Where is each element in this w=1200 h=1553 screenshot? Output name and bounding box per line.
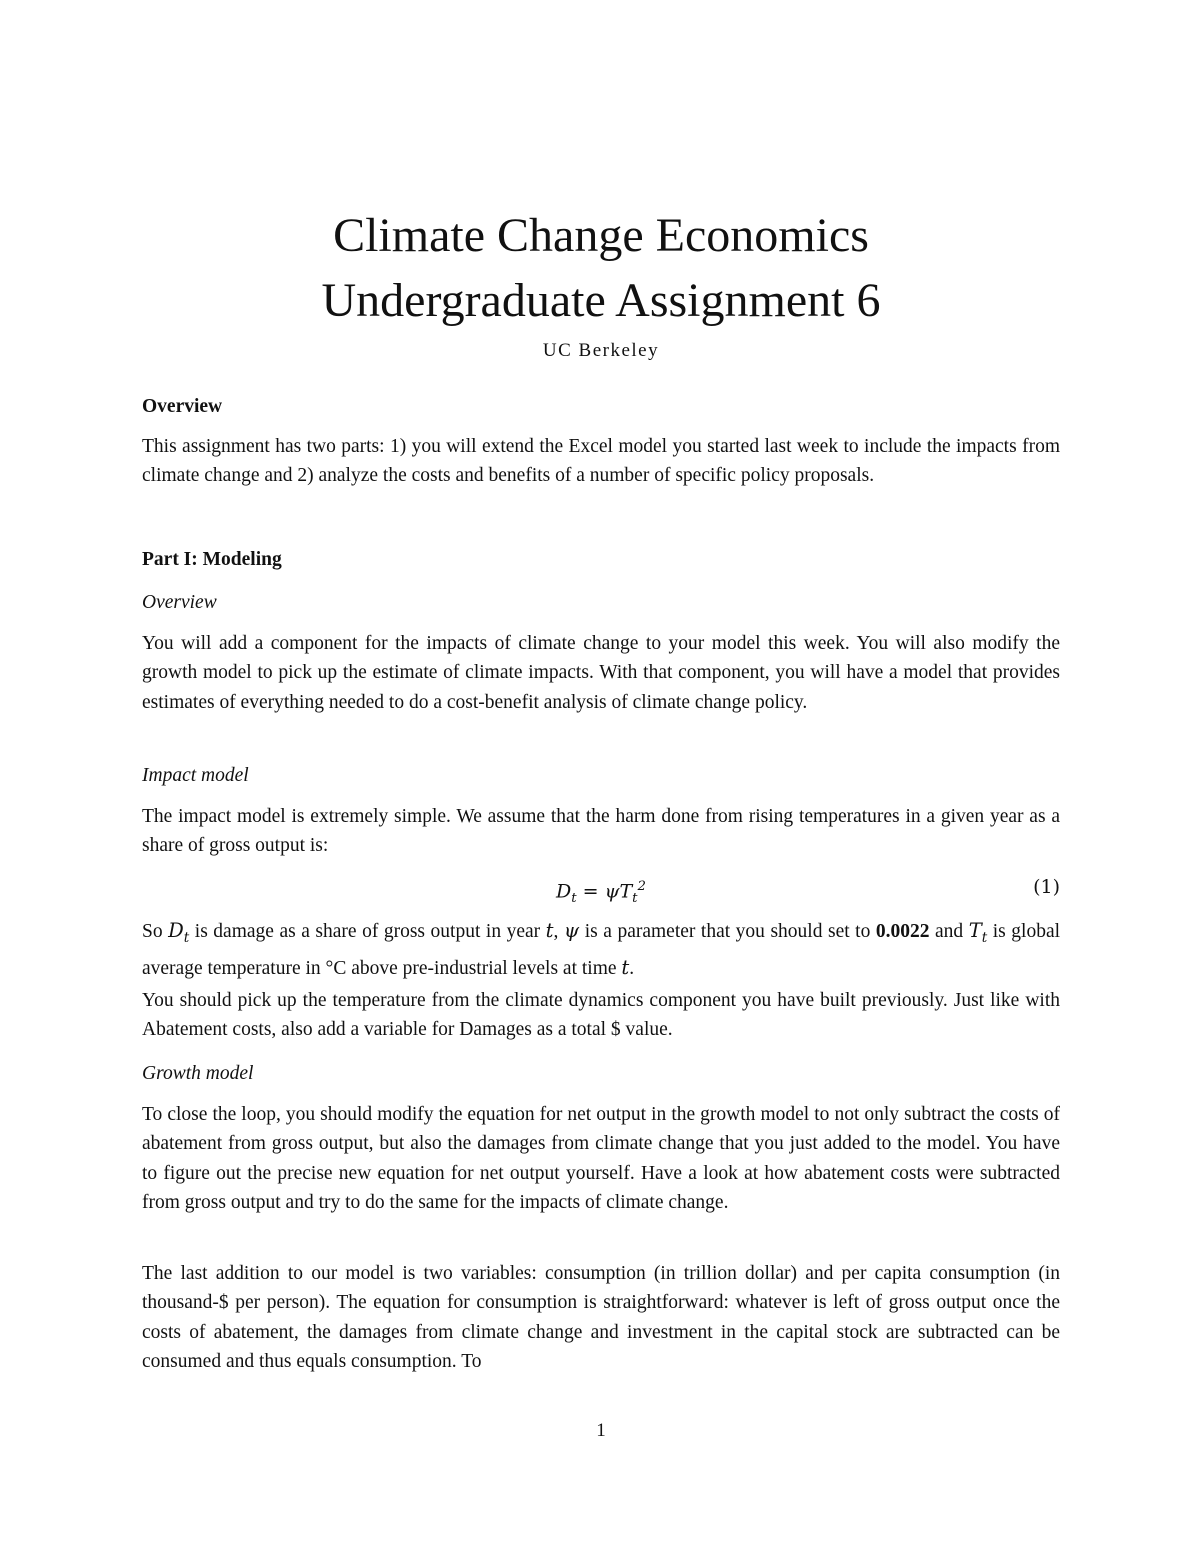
part1-overview-heading: Overview	[142, 592, 217, 613]
equation-number: (1)	[1033, 876, 1060, 898]
var-temperature-sub: t	[981, 929, 988, 946]
growth-model-paragraph: To close the loop, you should modify the equation for net output in the growth model to not only subtract the costs of abatement from gross output, but also the damages from climate change that you just added to the model. You have to figure out the precise new equation for net output yourself. Have a look at how abatement costs were subtracted from gross output and try to do the same for the impacts of climate change.	[142, 1104, 1060, 1213]
consumption-paragraph: The last addition to our model is two variables: consumption (in trillion dollar) and per capita consumption (in thousand-$ per person). The equation for consumption is straightforward: whatever is left of gross output once the costs of abatement, the damages from climate change and investment in the capital stock are subtracted can be consumed and thus equals consumption. To	[142, 1263, 1060, 1372]
eq-rhs-sup: 2	[637, 879, 646, 894]
var-t2: t	[621, 956, 630, 980]
growth-model-heading: Growth model	[142, 1063, 254, 1084]
institution-subtitle: UC Berkeley	[542, 340, 660, 361]
eq-rhs: = ψT	[576, 880, 633, 903]
var-d-sub: t	[183, 929, 190, 946]
so-text-5: is global average temperature in °C above pre-industrial levels at time	[142, 921, 1061, 980]
pickup-paragraph: You should pick up the temperature from the climate dynamics component you have built previously. Just like with Abatement costs, also add a variable for Damages as a total $ value.	[142, 990, 1060, 1041]
page-number: 1	[596, 1420, 606, 1441]
psi-value: 0.0022	[875, 921, 930, 942]
damage-equation	[142, 870, 1060, 904]
var-temperature: T	[968, 919, 982, 942]
var-t: t	[545, 919, 554, 942]
var-psi: ψ	[563, 919, 580, 942]
impact-model-heading: Impact model	[142, 765, 249, 786]
eq-lhs-var: D	[556, 880, 572, 903]
overview-heading: Overview	[142, 396, 223, 417]
var-d: D	[168, 919, 184, 942]
so-text-3: is a parameter that you should set to	[579, 921, 876, 942]
impact-model-paragraph: The impact model is extremely simple. We assume that the harm done from rising temperatures in a given year as a share of gross output is:	[142, 806, 1060, 857]
eq-rhs-sub: t	[632, 890, 638, 906]
so-text-1: So	[142, 921, 169, 942]
damage-definition-paragraph	[142, 916, 1060, 983]
document-title-line2: Undergraduate Assignment 6	[321, 274, 881, 327]
damage-equation-body	[142, 870, 1060, 916]
so-comma: ,	[553, 921, 564, 942]
eq-lhs-sub: t	[571, 890, 577, 906]
document-page	[142, 0, 1060, 1553]
document-title-line1: Climate Change Economics	[333, 209, 869, 262]
so-text-6: .	[629, 958, 635, 980]
overview-paragraph: This assignment has two parts: 1) you will extend the Excel model you started last week to include the impacts from climate change and 2) analyze the costs and benefits of a number of specific policy proposals.	[142, 436, 1060, 487]
part1-overview-paragraph: You will add a component for the impacts of climate change to your model this week. You will also modify the growth model to pick up the estimate of climate impacts. With that component, you will have a model that provides estimates of everything needed to do a cost-benefit analysis of climate change policy.	[142, 633, 1060, 713]
so-text-2: is damage as a share of gross output in year	[189, 921, 546, 942]
so-text-4: and	[935, 921, 969, 942]
part1-heading: Part I: Modeling	[142, 549, 282, 570]
